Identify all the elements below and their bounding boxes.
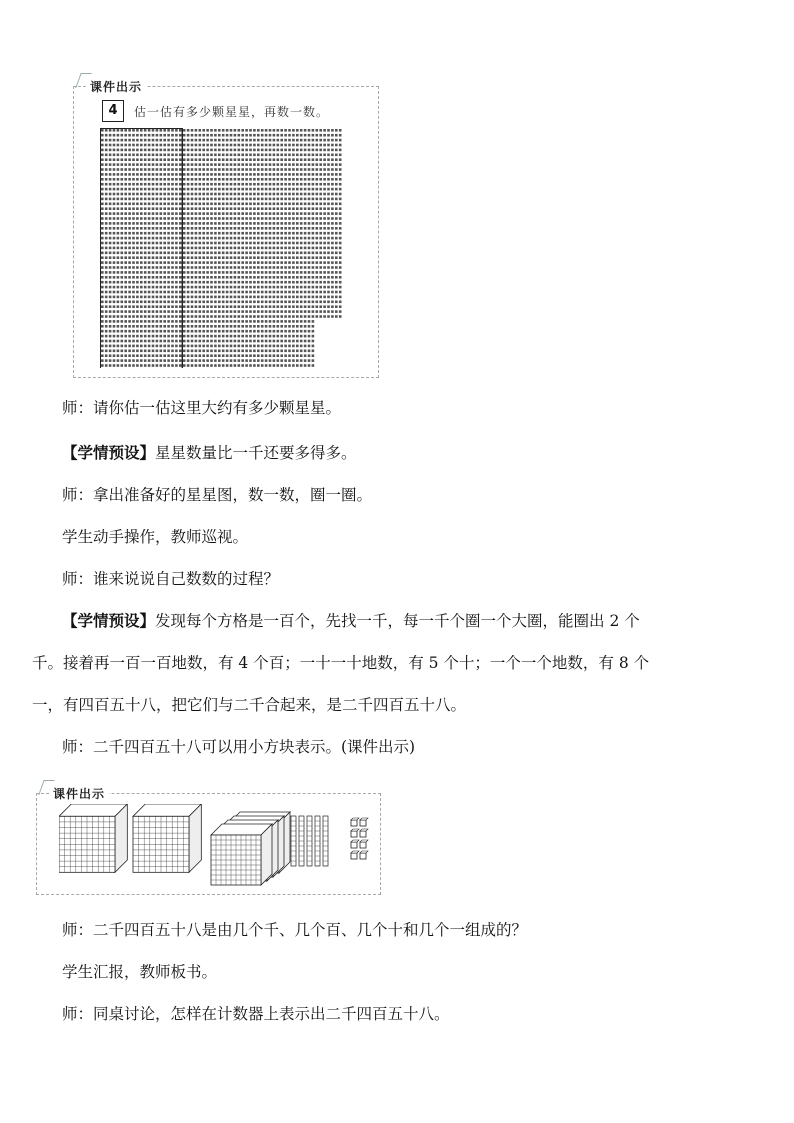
courseware-panel-stars <box>73 80 379 378</box>
paragraph-preset-2-line1 <box>62 611 640 631</box>
star-grid-image <box>100 128 345 368</box>
paragraph-preset-2-line3: 一，有四百五十八，把它们与二千合起来，是二千四百五十八。 <box>32 696 467 714</box>
preset-text: 星星数量比一千还要多得多。 <box>155 444 357 462</box>
paragraph-teacher-ask: 师：谁来说说自己数数的过程？ <box>62 570 280 588</box>
paragraph-student-report: 学生汇报，教师板书。 <box>62 963 218 981</box>
paragraph-teacher-composition: 师：二千四百五十八是由几个千、几个百、几个十和几个一组成的？ <box>62 921 528 939</box>
paragraph-teacher-blocks: 师：二千四百五十八可以用小方块表示。(课件出示) <box>62 738 416 756</box>
preset-label: 【学情预设】 <box>62 611 156 630</box>
exercise-prompt: 估一估有多少颗星星，再数一数。 <box>134 105 330 119</box>
paragraph-teacher-estimate: 师：请你估一估这里大约有多少颗星星。 <box>62 399 342 417</box>
paragraph-preset-2-line2: 千。接着再一百一百地数，有 4 个百；一十一十地数，有 5 个十；一个一个地数，有 8 个 <box>32 654 650 672</box>
paragraph-student-operate: 学生动手操作，教师巡视。 <box>62 528 249 546</box>
courseware-tag-text: 课件出示 <box>90 80 143 94</box>
base-ten-blocks-image <box>59 804 379 888</box>
courseware-tag <box>49 785 109 802</box>
courseware-tag-text: 课件出示 <box>53 787 106 801</box>
exercise-number: 4 <box>102 100 124 122</box>
paragraph-teacher-abacus: 师：同桌讨论，怎样在计数器上表示出二千四百五十八。 <box>62 1005 450 1023</box>
courseware-panel-blocks <box>36 787 381 895</box>
preset-label: 【学情预设】 <box>62 443 156 462</box>
courseware-tag <box>86 78 146 95</box>
preset-text: 发现每个方格是一百个，先找一千，每一千个圈一个大圈，能圈出 2 个 <box>155 612 640 630</box>
paragraph-preset-1 <box>62 443 357 463</box>
paragraph-teacher-count: 师：拿出准备好的星星图，数一数，圈一圈。 <box>62 486 373 504</box>
